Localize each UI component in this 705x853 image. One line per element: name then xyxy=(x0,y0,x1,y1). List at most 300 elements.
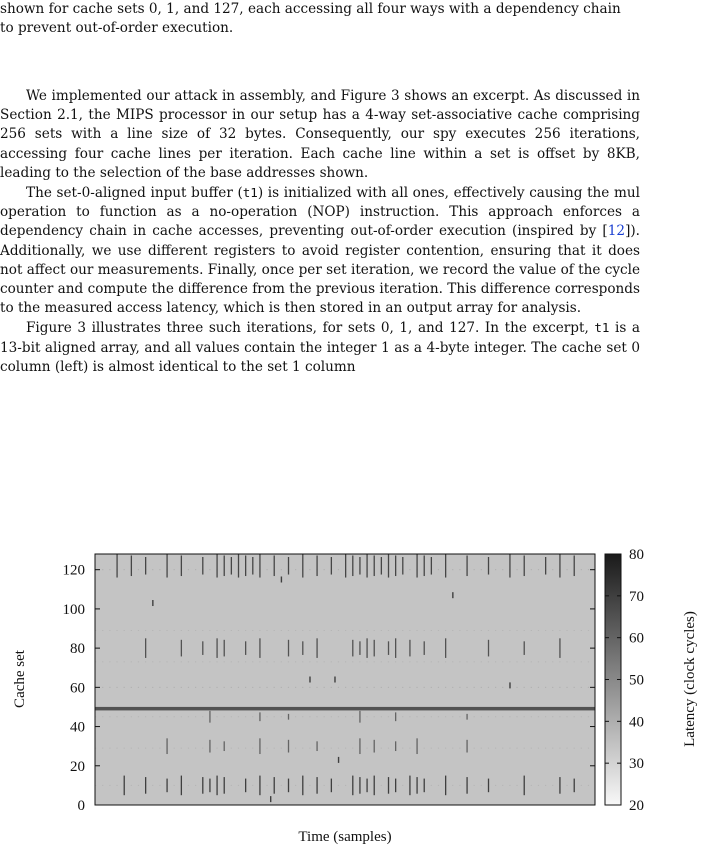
periodic-cell xyxy=(474,748,475,749)
periodic-cell xyxy=(295,661,296,662)
periodic-cell xyxy=(338,785,339,786)
periodic-cell xyxy=(274,630,275,631)
latency-spike xyxy=(181,556,182,577)
latency-spike xyxy=(445,638,446,658)
periodic-cell xyxy=(459,687,460,688)
periodic-cell xyxy=(188,748,189,749)
periodic-cell xyxy=(331,748,332,749)
periodic-cell xyxy=(345,661,346,662)
periodic-cell xyxy=(338,661,339,662)
periodic-cell xyxy=(188,785,189,786)
periodic-cell xyxy=(345,630,346,631)
periodic-cell xyxy=(159,661,160,662)
periodic-cell xyxy=(238,748,239,749)
periodic-cell xyxy=(516,661,517,662)
periodic-cell xyxy=(424,630,425,631)
latency-spike xyxy=(416,554,417,578)
latency-spike xyxy=(402,557,403,575)
periodic-cell xyxy=(181,687,182,688)
latency-spike xyxy=(559,554,560,578)
periodic-cell xyxy=(281,630,282,631)
periodic-cell xyxy=(588,630,589,631)
periodic-cell xyxy=(231,687,232,688)
periodic-cell xyxy=(416,661,417,662)
latency-spike xyxy=(374,640,375,657)
periodic-cell xyxy=(581,716,582,717)
periodic-cell xyxy=(395,687,396,688)
periodic-cell xyxy=(438,716,439,717)
periodic-cell xyxy=(245,687,246,688)
periodic-cell xyxy=(459,716,460,717)
periodic-cell xyxy=(524,687,525,688)
latency-spike xyxy=(395,556,396,577)
latency-spike xyxy=(431,557,432,575)
periodic-cell xyxy=(445,661,446,662)
latency-spike xyxy=(288,740,289,753)
latency-spike xyxy=(274,777,275,794)
periodic-cell xyxy=(102,785,103,786)
y-tick-label: 100 xyxy=(62,601,85,618)
latency-outlier xyxy=(509,682,510,688)
latency-spike xyxy=(224,777,225,794)
latency-spike xyxy=(116,554,117,578)
periodic-cell xyxy=(338,716,339,717)
latency-spike xyxy=(559,777,560,794)
periodic-cell xyxy=(109,785,110,786)
periodic-cell xyxy=(231,748,232,749)
periodic-cell xyxy=(474,785,475,786)
periodic-cell xyxy=(309,630,310,631)
periodic-cell xyxy=(152,687,153,688)
periodic-cell xyxy=(552,716,553,717)
latency-outlier xyxy=(452,592,453,598)
periodic-cell xyxy=(481,661,482,662)
periodic-cell xyxy=(109,661,110,662)
periodic-cell xyxy=(116,785,117,786)
periodic-cell xyxy=(252,785,253,786)
periodic-cell xyxy=(538,687,539,688)
latency-spike xyxy=(202,777,203,794)
periodic-cell xyxy=(481,569,482,570)
hot-cache-set-band xyxy=(95,707,595,711)
periodic-cell xyxy=(181,716,182,717)
periodic-cell xyxy=(209,569,210,570)
periodic-cell xyxy=(424,661,425,662)
latency-spike xyxy=(245,641,246,655)
periodic-cell xyxy=(395,661,396,662)
periodic-cell xyxy=(495,569,496,570)
periodic-cell xyxy=(574,716,575,717)
latency-spike xyxy=(231,557,232,575)
periodic-cell xyxy=(109,716,110,717)
periodic-cell xyxy=(152,785,153,786)
latency-spike xyxy=(574,556,575,577)
periodic-cell xyxy=(488,716,489,717)
periodic-cell xyxy=(152,569,153,570)
periodic-cell xyxy=(216,630,217,631)
paragraph: We implemented our attack in assembly, and Figure 3 shows an excerpt. As discussed in Section 2.1, the MIPS processor in our setup has a 4-way set-associative cache comprising 256 sets with a line size of 32 bytes. Consequently, our spy executes 256 iterations, accessing four cache lines per iteration. Each cache line within a set is offset by 8KB, leading to the selection of the base addresses shown. xyxy=(0,88,640,181)
periodic-cell xyxy=(502,687,503,688)
periodic-cell xyxy=(281,716,282,717)
periodic-cell xyxy=(181,748,182,749)
periodic-cell xyxy=(409,630,410,631)
periodic-cell xyxy=(195,716,196,717)
periodic-cell xyxy=(431,716,432,717)
periodic-cell xyxy=(581,785,582,786)
body-text xyxy=(0,87,640,377)
periodic-cell xyxy=(116,716,117,717)
periodic-cell xyxy=(538,630,539,631)
periodic-cell xyxy=(388,630,389,631)
periodic-cell xyxy=(366,716,367,717)
periodic-cell xyxy=(102,569,103,570)
latency-spike xyxy=(224,556,225,577)
periodic-cell xyxy=(266,661,267,662)
periodic-cell xyxy=(138,687,139,688)
periodic-cell xyxy=(116,687,117,688)
colorbar-tick-label: 30 xyxy=(629,756,644,773)
periodic-cell xyxy=(281,569,282,570)
periodic-cell xyxy=(102,748,103,749)
periodic-cell xyxy=(531,748,532,749)
latency-outlier xyxy=(338,757,339,763)
periodic-cell xyxy=(538,716,539,717)
periodic-cell xyxy=(102,630,103,631)
latency-spike xyxy=(252,557,253,575)
periodic-cell xyxy=(188,569,189,570)
periodic-cell xyxy=(295,569,296,570)
periodic-cell xyxy=(452,630,453,631)
periodic-cell xyxy=(316,687,317,688)
periodic-cell xyxy=(366,661,367,662)
periodic-cell xyxy=(166,687,167,688)
periodic-cell xyxy=(152,716,153,717)
latency-spike xyxy=(259,776,260,796)
periodic-cell xyxy=(524,661,525,662)
periodic-cell xyxy=(374,687,375,688)
periodic-cell xyxy=(588,748,589,749)
y-tick-label: 40 xyxy=(70,719,85,736)
periodic-cell xyxy=(338,630,339,631)
y-tick-label: 60 xyxy=(70,680,85,697)
periodic-cell xyxy=(238,716,239,717)
periodic-cell xyxy=(445,748,446,749)
periodic-cell xyxy=(159,716,160,717)
periodic-cell xyxy=(502,716,503,717)
periodic-cell xyxy=(238,687,239,688)
periodic-cell xyxy=(588,785,589,786)
periodic-cell xyxy=(174,569,175,570)
periodic-cell xyxy=(488,748,489,749)
periodic-cell xyxy=(288,661,289,662)
periodic-cell xyxy=(195,687,196,688)
y-tick-label: 80 xyxy=(70,641,85,658)
periodic-cell xyxy=(316,661,317,662)
periodic-cell xyxy=(502,748,503,749)
periodic-cell xyxy=(574,687,575,688)
colorbar-tick-label: 40 xyxy=(629,714,644,731)
latency-spike xyxy=(145,638,146,658)
periodic-cell xyxy=(581,661,582,662)
latency-spike xyxy=(466,556,467,577)
periodic-cell xyxy=(274,661,275,662)
periodic-cell xyxy=(381,687,382,688)
periodic-cell xyxy=(224,630,225,631)
periodic-cell xyxy=(116,630,117,631)
latency-spike xyxy=(488,640,489,657)
periodic-cell xyxy=(181,661,182,662)
periodic-cell xyxy=(131,687,132,688)
periodic-cell xyxy=(152,661,153,662)
periodic-cell xyxy=(459,661,460,662)
latency-spike xyxy=(259,738,260,754)
latency-spike xyxy=(288,640,289,657)
periodic-cell xyxy=(431,748,432,749)
latency-spike xyxy=(209,740,210,753)
periodic-cell xyxy=(138,785,139,786)
latency-spike xyxy=(216,638,217,658)
periodic-cell xyxy=(159,569,160,570)
latency-spike xyxy=(145,557,146,575)
y-tick-label: 120 xyxy=(62,562,85,579)
latency-spike xyxy=(466,777,467,794)
latency-spike xyxy=(366,779,367,793)
latency-spike xyxy=(488,557,489,575)
periodic-cell xyxy=(545,687,546,688)
latency-spike xyxy=(145,777,146,794)
periodic-cell xyxy=(374,630,375,631)
text-run: The set-0-aligned input buffer ( xyxy=(26,185,243,202)
periodic-cell xyxy=(366,748,367,749)
periodic-cell xyxy=(516,785,517,786)
periodic-cell xyxy=(438,630,439,631)
periodic-cell xyxy=(202,748,203,749)
periodic-cell xyxy=(324,569,325,570)
latency-outlier xyxy=(309,677,310,683)
colorbar-tick-label: 70 xyxy=(629,588,644,605)
latency-spike xyxy=(288,779,289,793)
periodic-cell xyxy=(452,569,453,570)
periodic-cell xyxy=(281,687,282,688)
periodic-cell xyxy=(531,785,532,786)
periodic-cell xyxy=(545,785,546,786)
periodic-cell xyxy=(574,748,575,749)
periodic-cell xyxy=(409,661,410,662)
latency-spike xyxy=(259,554,260,578)
latency-spike xyxy=(181,640,182,657)
periodic-cell xyxy=(474,630,475,631)
latency-spike xyxy=(366,638,367,658)
periodic-cell xyxy=(109,687,110,688)
latency-spike xyxy=(259,712,260,721)
periodic-cell xyxy=(195,661,196,662)
periodic-cell xyxy=(502,785,503,786)
periodic-cell xyxy=(231,630,232,631)
periodic-cell xyxy=(245,630,246,631)
periodic-cell xyxy=(445,630,446,631)
periodic-cell xyxy=(359,661,360,662)
periodic-cell xyxy=(466,630,467,631)
text-run: ) is initialized with all ones, effectively causing the mul operation to function as a no-operation (NOP) instruction. This approach enforces a dependency chain in cache accesses, preventing out-of-order execution (inspired by [ xyxy=(0,185,640,240)
periodic-cell xyxy=(202,661,203,662)
periodic-cell xyxy=(252,661,253,662)
latency-spike xyxy=(509,554,510,578)
periodic-cell xyxy=(309,716,310,717)
periodic-cell xyxy=(324,630,325,631)
latency-spike xyxy=(316,638,317,658)
periodic-cell xyxy=(302,748,303,749)
periodic-cell xyxy=(381,785,382,786)
periodic-cell xyxy=(545,716,546,717)
periodic-cell xyxy=(274,687,275,688)
latency-spike xyxy=(202,641,203,655)
latency-spike xyxy=(559,638,560,658)
latency-spike xyxy=(374,776,375,796)
periodic-cell xyxy=(174,716,175,717)
periodic-cell xyxy=(474,687,475,688)
periodic-cell xyxy=(295,785,296,786)
periodic-cell xyxy=(138,748,139,749)
periodic-cell xyxy=(431,661,432,662)
periodic-cell xyxy=(474,716,475,717)
periodic-cell xyxy=(345,748,346,749)
latency-spike xyxy=(259,638,260,658)
periodic-cell xyxy=(138,661,139,662)
periodic-cell xyxy=(288,687,289,688)
latency-spike xyxy=(445,776,446,796)
periodic-cell xyxy=(159,630,160,631)
latency-spike xyxy=(395,712,396,721)
periodic-cell xyxy=(381,661,382,662)
periodic-cell xyxy=(202,687,203,688)
latency-spike xyxy=(316,741,317,751)
periodic-cell xyxy=(502,569,503,570)
periodic-cell xyxy=(138,630,139,631)
periodic-cell xyxy=(488,687,489,688)
periodic-cell xyxy=(452,687,453,688)
periodic-cell xyxy=(445,716,446,717)
periodic-cell xyxy=(424,748,425,749)
latency-heatmap-figure xyxy=(0,540,705,853)
periodic-cell xyxy=(231,661,232,662)
periodic-cell xyxy=(259,661,260,662)
latency-spike xyxy=(545,557,546,575)
periodic-cell xyxy=(345,687,346,688)
periodic-cell xyxy=(559,661,560,662)
periodic-cell xyxy=(424,687,425,688)
periodic-cell xyxy=(216,661,217,662)
periodic-cell xyxy=(452,785,453,786)
periodic-cell xyxy=(152,630,153,631)
periodic-cell xyxy=(238,785,239,786)
latency-spike xyxy=(209,711,210,723)
periodic-cell xyxy=(438,661,439,662)
periodic-cell xyxy=(352,630,353,631)
periodic-cell xyxy=(495,661,496,662)
periodic-cell xyxy=(209,687,210,688)
periodic-cell xyxy=(124,716,125,717)
periodic-cell xyxy=(445,687,446,688)
periodic-cell xyxy=(366,630,367,631)
colorbar-tick-label: 80 xyxy=(629,547,644,563)
periodic-cell xyxy=(402,716,403,717)
periodic-cell xyxy=(538,748,539,749)
periodic-cell xyxy=(216,687,217,688)
periodic-cell xyxy=(559,630,560,631)
periodic-cell xyxy=(566,687,567,688)
periodic-cell xyxy=(131,785,132,786)
latency-spike xyxy=(359,711,360,723)
periodic-cell xyxy=(531,569,532,570)
periodic-cell xyxy=(266,716,267,717)
latency-spike xyxy=(245,779,246,793)
periodic-cell xyxy=(195,569,196,570)
periodic-cell xyxy=(481,785,482,786)
periodic-cell xyxy=(174,785,175,786)
latency-spike xyxy=(416,738,417,754)
periodic-cell xyxy=(345,716,346,717)
periodic-cell xyxy=(159,748,160,749)
periodic-cell xyxy=(359,630,360,631)
periodic-cell xyxy=(324,716,325,717)
periodic-cell xyxy=(245,716,246,717)
latency-spike xyxy=(209,779,210,793)
periodic-cell xyxy=(424,716,425,717)
periodic-cell xyxy=(366,687,367,688)
latency-spike xyxy=(124,776,125,796)
periodic-cell xyxy=(309,661,310,662)
latency-spike xyxy=(574,779,575,793)
heatmap-chart xyxy=(0,540,705,853)
periodic-cell xyxy=(502,661,503,662)
periodic-cell xyxy=(374,716,375,717)
colorbar-tick-label: 50 xyxy=(629,672,644,689)
latency-spike xyxy=(524,641,525,655)
periodic-cell xyxy=(324,785,325,786)
periodic-cell xyxy=(124,748,125,749)
periodic-cell xyxy=(516,569,517,570)
y-axis-label: Cache set xyxy=(12,650,28,708)
citation-link[interactable]: 12 xyxy=(607,223,626,240)
x-axis-label: Time (samples) xyxy=(298,829,392,845)
periodic-cell xyxy=(295,748,296,749)
latency-spike xyxy=(274,556,275,577)
periodic-cell xyxy=(438,687,439,688)
periodic-cell xyxy=(331,687,332,688)
periodic-cell xyxy=(402,630,403,631)
periodic-cell xyxy=(588,569,589,570)
periodic-cell xyxy=(281,661,282,662)
latency-spike xyxy=(166,779,167,793)
colorbar-tick-label: 20 xyxy=(629,798,644,814)
periodic-cell xyxy=(509,716,510,717)
periodic-cell xyxy=(381,748,382,749)
periodic-cell xyxy=(545,630,546,631)
periodic-cell xyxy=(559,748,560,749)
periodic-cell xyxy=(324,748,325,749)
code-inline: t1 xyxy=(594,320,610,336)
periodic-cell xyxy=(231,785,232,786)
periodic-cell xyxy=(552,687,553,688)
periodic-cell xyxy=(388,716,389,717)
periodic-cell xyxy=(359,687,360,688)
periodic-cell xyxy=(352,687,353,688)
latency-spike xyxy=(466,740,467,753)
periodic-cell xyxy=(174,630,175,631)
periodic-cell xyxy=(224,716,225,717)
latency-spike xyxy=(395,779,396,793)
periodic-cell xyxy=(538,569,539,570)
